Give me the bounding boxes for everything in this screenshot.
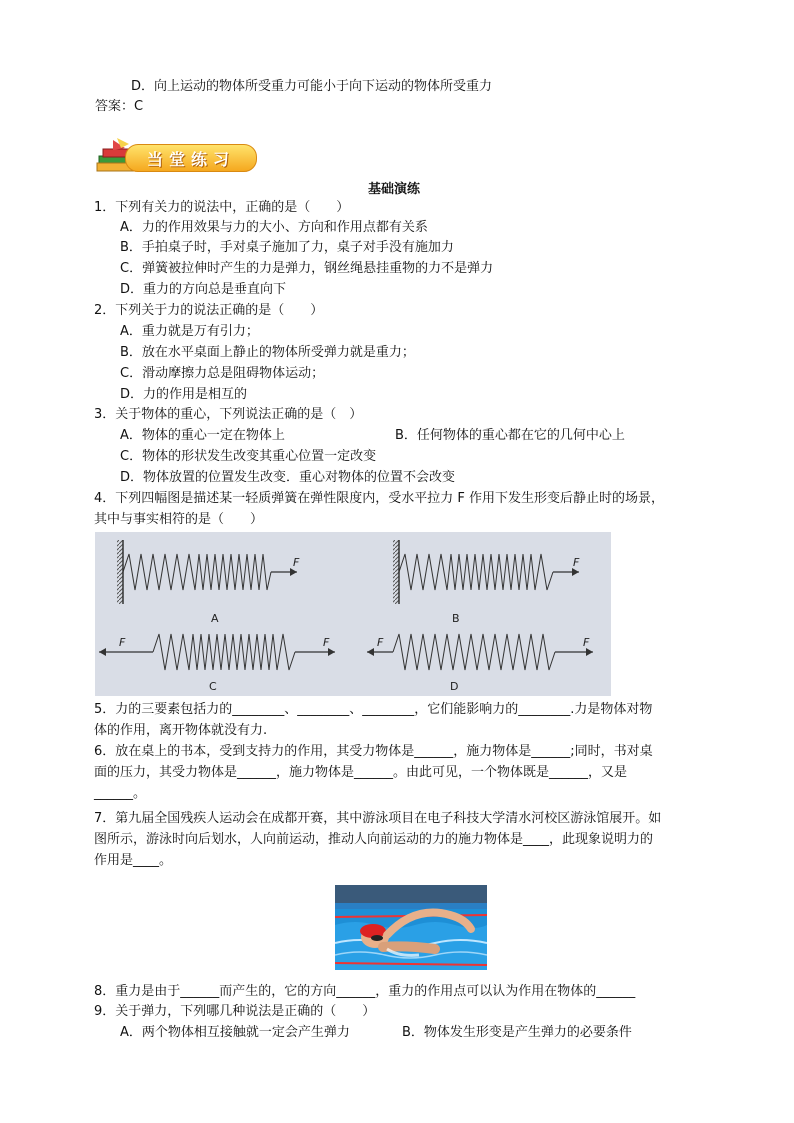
q7-line2: 图所示，游泳时向后划水，人向前运动，推动人向前运动的力的施力物体是____，此现象说明力的 (94, 832, 654, 847)
q2-option-b: B．放在水平桌面上静止的物体所受弹力就是重力； (120, 345, 415, 360)
q1-option-d: D．重力的方向总是垂直向下 (120, 282, 287, 297)
q2-option-c: C．滑动摩擦力总是阻碍物体运动； (120, 366, 325, 381)
swimmer-photo (335, 885, 487, 970)
q7-line3: 作用是____。 (94, 853, 173, 868)
q6-line2: 面的压力，其受力物体是______，施力物体是______。由此可见，一个物体既是______，又是 (94, 765, 628, 780)
q9-option-a: A．两个物体相互接触就一定会产生弹力 (120, 1025, 350, 1040)
q2-stem: 2．下列关于力的说法正确的是（ ） (94, 303, 324, 318)
q1-option-b: B．手拍桌子时，手对桌子施加了力，桌子对手没有施加力 (120, 240, 454, 255)
q3-option-c: C．物体的形状发生改变其重心位置一定改变 (120, 449, 377, 464)
label-f-c-right: F (323, 636, 330, 649)
spring-a (117, 540, 297, 604)
q4-line1: 4．下列四幅图是描述某一轻质弹簧在弹性限度内，受水平拉力 F 作用下发生形变后静止时的场景， (94, 491, 665, 506)
label-f-d-left: F (377, 636, 384, 649)
q3-stem: 3．关于物体的重心，下列说法正确的是（ ） (94, 407, 363, 422)
banner-label: 当堂练习 (147, 150, 236, 169)
prev-answer: 答案：C (95, 99, 144, 114)
q2-option-a: A．重力就是万有引力； (120, 324, 259, 339)
prev-option-d: D．向上运动的物体所受重力可能小于向下运动的物体所受重力 (131, 79, 493, 94)
q9-option-b: B．物体发生形变是产生弹力的必要条件 (402, 1025, 632, 1040)
label-a: A (211, 612, 219, 625)
spring-b (393, 540, 579, 604)
label-f-a: F (293, 556, 300, 569)
label-c: C (209, 680, 217, 693)
swimmer-image (335, 885, 487, 970)
q1-stem: 1．下列有关力的说法中，正确的是（ ） (94, 200, 350, 215)
label-f-b: F (573, 556, 580, 569)
section-title: 基础演练 (368, 182, 421, 197)
spring-figure (95, 532, 611, 696)
q8-line1: 8．重力是由于______而产生的，它的方向______，重力的作用点可以认为作用在物体的______ (94, 984, 636, 999)
practice-banner (95, 136, 259, 174)
q6-line3: ______。 (94, 786, 147, 801)
spring-c (99, 634, 335, 670)
spring-d (367, 634, 593, 670)
q6-line1: 6．放在桌上的书本，受到支持力的作用，其受力物体是______，施力物体是______;同时，书对桌 (94, 744, 653, 759)
q3-option-d: D．物体放置的位置发生改变．重心对物体的位置不会改变 (120, 470, 456, 485)
q3-option-a: A．物体的重心一定在物体上 (120, 428, 285, 443)
q1-option-c: C．弹簧被拉伸时产生的力是弹力，钢丝绳悬挂重物的力不是弹力 (120, 261, 494, 276)
label-f-c-left: F (119, 636, 126, 649)
q1-option-a: A．力的作用效果与力的大小、方向和作用点都有关系 (120, 220, 428, 235)
label-b: B (452, 612, 460, 625)
spring-diagrams (95, 532, 611, 696)
label-d: D (450, 680, 459, 693)
q4-line2: 其中与事实相符的是（ ） (94, 512, 264, 527)
q5-line1: 5．力的三要素包括力的________、________、________，它们能影响力的________.力是物体对物 (94, 702, 653, 717)
q3-option-b: B．任何物体的重心都在它的几何中心上 (395, 428, 625, 443)
label-f-d-right: F (583, 636, 590, 649)
q2-option-d: D．力的作用是相互的 (120, 387, 248, 402)
q7-line1: 7．第九届全国残疾人运动会在成都开赛，其中游泳项目在电子科技大学清水河校区游泳馆展开。如 (94, 811, 662, 826)
q9-stem: 9．关于弹力，下列哪几种说法是正确的（ ） (94, 1004, 376, 1019)
q5-line2: 体的作用，离开物体就没有力. (94, 723, 268, 738)
